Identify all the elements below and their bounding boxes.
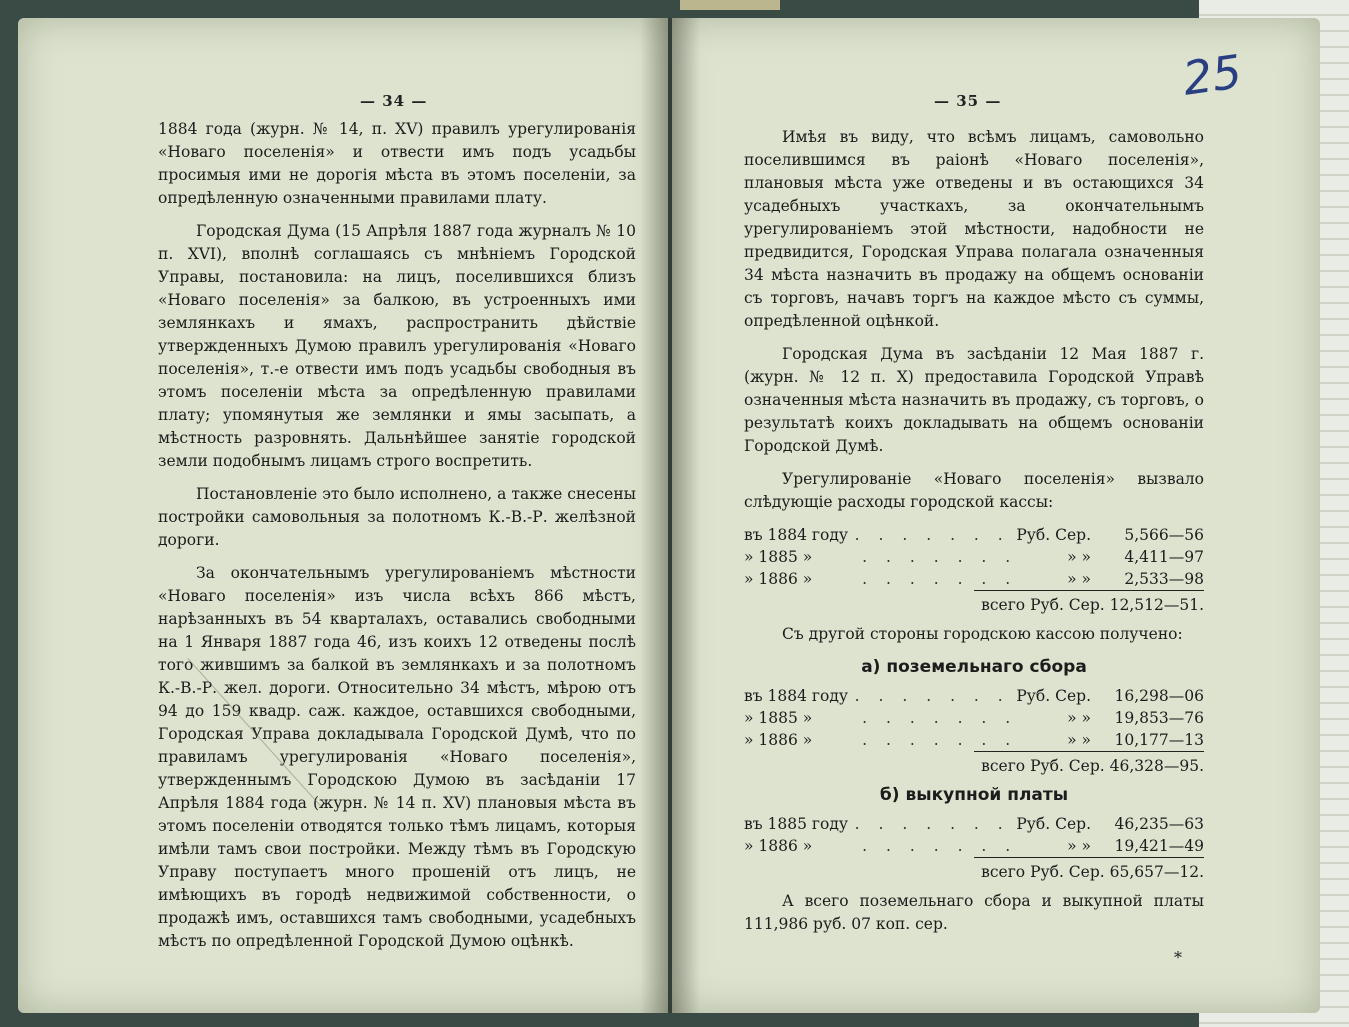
row-amount: 19,421—49: [1114, 837, 1204, 855]
row-amount: 19,853—76: [1114, 709, 1204, 727]
redemption-table: [744, 813, 1204, 884]
row-dots: . . . . . . .: [862, 731, 1018, 749]
left-paragraph: Постановленіе это было исполнено, а также снесены постройки самовольныя за полотномъ К.-В.-Р. желѣзной дороги.: [158, 485, 636, 549]
row-currency: » »: [1067, 837, 1091, 855]
land-tax-heading: а) поземельнаго сбора: [861, 657, 1087, 677]
row-currency: » »: [1067, 548, 1091, 566]
expenses-table: [744, 524, 1204, 617]
right-paragraph: Урегулированіе «Новаго поселенія» вызвало слѣдующіе расходы городской кассы:: [744, 470, 1204, 511]
left-paragraph: Городская Дума (15 Апрѣля 1887 года журналъ № 10 п. XVI), вполнѣ соглашаясь съ мнѣніемъ Городской Управы, постановила: на лицъ, поселившихся близъ «Новаго поселенія» за балкою, въ устроенныхъ ими землянкахъ и ямахъ, распространить дѣйствіе утвержденныхъ Думою правилъ урегулированія «Новаго поселенія», т.-е отвести имъ подъ усадьбы свободныя въ этомъ поселеніи мѣста за опредѣленную правилами плату; упомянутыя же землянки и ямы засыпать, а мѣстность разровнять. Дальнѣйшее занятіе городской земли подобнымъ лицамъ строго воспретить.: [158, 222, 636, 470]
redemption-total: всего Руб. Сер. 65,657—12.: [974, 857, 1204, 884]
row-amount: 5,566—56: [1124, 526, 1204, 544]
right-page-text: [744, 126, 1204, 969]
table-row: [744, 685, 1204, 707]
row-currency: Руб. Сер.: [1016, 687, 1091, 705]
row-amount: 10,177—13: [1114, 731, 1204, 749]
left-page: [18, 18, 668, 1013]
row-amount: 16,298—06: [1114, 687, 1204, 705]
row-amount: 46,235—63: [1114, 815, 1204, 833]
table-row: [744, 546, 1204, 568]
table-row: [744, 729, 1204, 751]
right-page: [672, 18, 1320, 1013]
archive-tab: [680, 0, 780, 10]
row-amount: 4,411—97: [1124, 548, 1204, 566]
row-label: въ 1884 году: [744, 687, 849, 705]
left-page-text: [158, 118, 636, 963]
income-intro: Съ другой стороны городскою кассою получено:: [782, 625, 1183, 643]
left-page-number: — 34 —: [360, 92, 428, 110]
row-dots: . . . . . . .: [854, 687, 1010, 705]
table-row: [744, 835, 1204, 857]
left-paragraph: За окончательнымъ урегулированіемъ мѣстности «Новаго поселенія» изъ числа всѣхъ 866 мѣстъ, нарѣзанныхъ въ 54 кварталахъ, оставались свободными на 1 Января 1887 года 46, изъ коихъ 12 отведены послѣ того жившимъ за балкой въ землянкахъ и за полотномъ К.-В.-Р. жел. дороги. Относительно 34 мѣстъ, мѣрою отъ 94 до 159 квадр. саж. каждое, оставшихся свободными, Городская Управа докладывала Городской Думѣ, что по правиламъ урегулированія «Новаго поселенія», утвержденнымъ Городскою Думою въ засѣданіи 17 Апрѣля 1884 года (журн. № 14 п. XV) плановыя мѣста въ этомъ поселеніи отводятся только тѣмъ лицамъ, которыя имѣли тамъ свои постройки. Между тѣмъ въ Городскую Управу поступаетъ много прошеній отъ лицъ, не имѣющихъ въ городѣ недвижимой собственности, о продажѣ имъ, оставшихся тамъ свободными, усадебныхъ мѣстъ по опредѣленной Городской Думою оцѣнкѣ.: [158, 564, 636, 950]
row-dots: . . . . . . .: [862, 570, 1018, 588]
row-currency: » »: [1067, 570, 1091, 588]
row-label: » 1885 »: [744, 709, 813, 727]
right-page-number: — 35 —: [934, 92, 1002, 110]
row-dots: . . . . . . .: [862, 837, 1018, 855]
row-currency: Руб. Сер.: [1016, 526, 1091, 544]
row-label: въ 1885 году: [744, 815, 849, 833]
expenses-total: всего Руб. Сер. 12,512—51.: [974, 590, 1204, 617]
right-paragraph: Имѣя въ виду, что всѣмъ лицамъ, самовольно поселившимся въ раіонѣ «Новаго поселенія», плановыя мѣста уже отведены и въ остающихся 34 усадебныхъ участкахъ, за окончательнымъ урегулированіемъ этой мѣстности, надобности не предвидится, Городская Управа полагала означенныя 34 мѣста назначить въ продажу на общемъ основаніи съ торговъ, начавъ торгъ на каждое мѣсто съ суммы, опредѣленной оцѣнкой.: [744, 128, 1204, 330]
grand-total: А всего поземельнаго сбора и выкупной платы 111,986 руб. 07 коп. сер.: [744, 892, 1204, 933]
table-row: [744, 707, 1204, 729]
row-label: » 1886 »: [744, 570, 813, 588]
row-dots: . . . . . . .: [862, 548, 1018, 566]
row-currency: Руб. Сер.: [1016, 815, 1091, 833]
row-amount: 2,533—98: [1124, 570, 1204, 588]
row-dots: . . . . . . .: [862, 709, 1018, 727]
left-paragraph: 1884 года (журн. № 14, п. XV) правилъ урегулированія «Новаго поселенія» и отвести имъ подъ усадьбы просимыя ими не дорогія мѣста въ этомъ поселеніи, за опредѣленную означенными правилами плату.: [158, 120, 636, 207]
row-dots: . . . . . . .: [854, 526, 1010, 544]
land-tax-table: [744, 685, 1204, 778]
table-row: [744, 568, 1204, 590]
end-mark: *: [1174, 948, 1182, 967]
table-row: [744, 524, 1204, 546]
row-currency: » »: [1067, 709, 1091, 727]
row-currency: » »: [1067, 731, 1091, 749]
handwritten-folio-number: 25: [1179, 44, 1246, 106]
right-paragraph: Городская Дума въ засѣданіи 12 Мая 1887 г. (журн. № 12 п. X) предоставила Городской Управѣ означенныя мѣста назначить въ продажу, съ торговъ, о результатѣ коихъ докладывать на общемъ основаніи Городской Думѣ.: [744, 345, 1204, 455]
row-label: » 1886 »: [744, 731, 813, 749]
table-row: [744, 813, 1204, 835]
row-dots: . . . . . . .: [854, 815, 1010, 833]
row-label: » 1886 »: [744, 837, 813, 855]
land-tax-total: всего Руб. Сер. 46,328—95.: [974, 751, 1204, 778]
row-label: » 1885 »: [744, 548, 813, 566]
redemption-heading: б) выкупной платы: [879, 785, 1069, 805]
row-label: въ 1884 году: [744, 526, 849, 544]
